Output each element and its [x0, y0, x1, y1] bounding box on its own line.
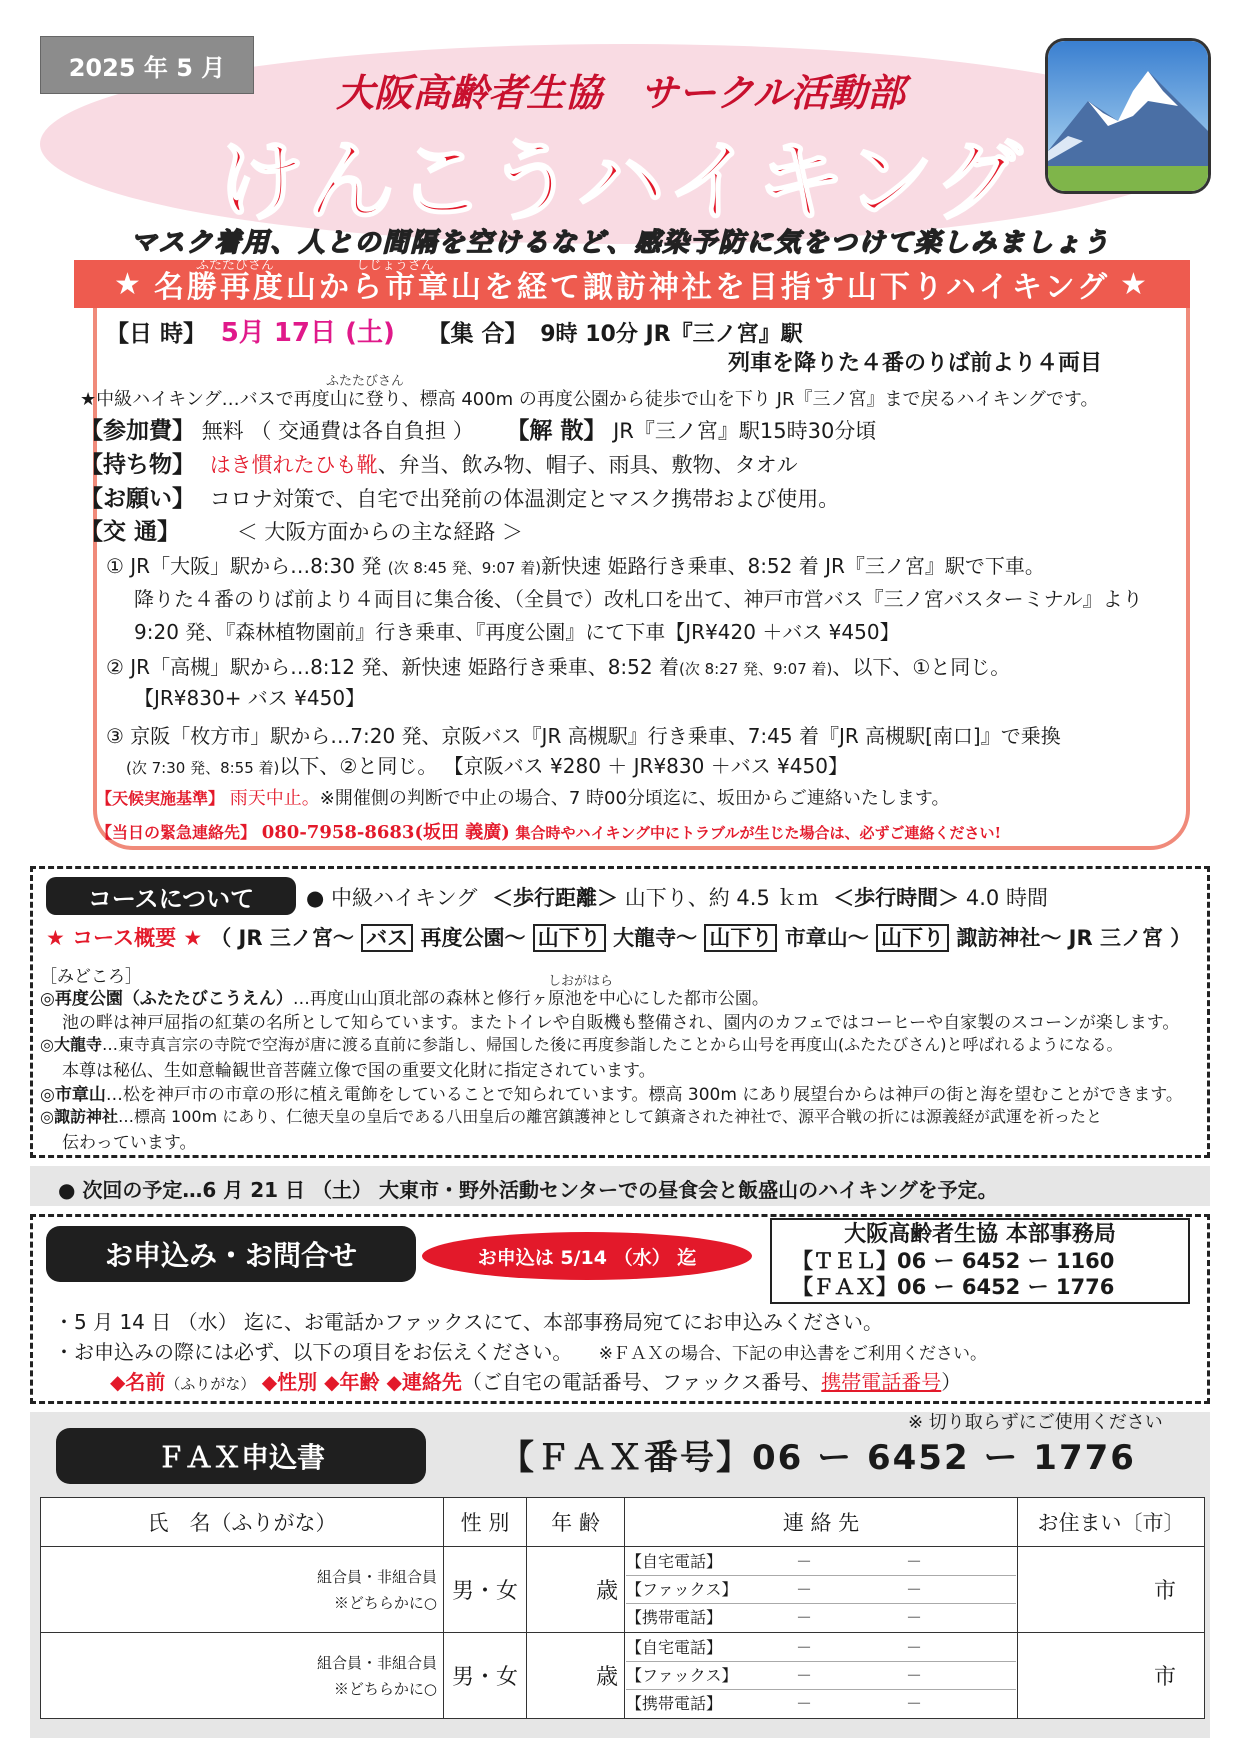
gender-cell[interactable]: 男・女 — [444, 1547, 527, 1633]
next-schedule: ● 次回の予定…6 月 21 日 （土） 大東市・野外活動センターでの昼食会と飯盛山のハイキングを予定。 — [58, 1178, 998, 1202]
apply-line-2: ・お申込みの際には必ず、以下の項目をお伝えください。 ※ＦＡＸの場合、下記の申込書をご利用ください。 — [54, 1340, 988, 1364]
header-gender: 性 別 — [444, 1498, 527, 1547]
spot-3: ◎市章山…松を神戸市の市章の形に植え電飾をしていることで知られています。標高 300m にあり展望台からは神戸の街と海を望むことができます。 — [40, 1085, 1183, 1105]
contact-cell[interactable]: 【自宅電話】 － － 【ファックス】 － － 【携帯電話】 － － — [625, 1633, 1018, 1719]
mask-notice: マスク着用、人との間隔を空けるなど、感染予防に気をつけて楽しみましょう — [130, 228, 1111, 258]
age-cell[interactable]: 歳 — [527, 1633, 625, 1719]
office-tel: 【ＴＥＬ】06 ー 6452 ー 1160 — [792, 1249, 1115, 1273]
apply-line-1: ・5 月 14 日 （水） 迄に、お電話かファックスにて、本部事務局宛てにお申込みください。 — [54, 1310, 883, 1334]
city-cell[interactable]: 市 — [1018, 1547, 1205, 1633]
age-cell[interactable]: 歳 — [527, 1547, 625, 1633]
ruby-intro: ふたたびさん — [326, 374, 405, 389]
route-2: ② JR「高槻」駅から…8:12 発、新快速 姫路行き乗車、8:52 着(次 8:27 発、9:07 着)、以下、①と同じ。 — [106, 655, 1011, 679]
spot-4: ◎諏訪神社…標高 100m にあり、仁徳天皇の皇后である八田皇后の離宮鎮護神として鎮斎された神社で、源平合戦の折には源義経が武運を祈ったと — [40, 1107, 1102, 1126]
table-row — [41, 1633, 1205, 1719]
route-2-line2: 【JR¥830+ バス ¥450】 — [134, 686, 366, 710]
route-1-line3: 9:20 発、『森林植物園前』行き乗車、『再度公園』にて下車【JR¥420 ＋バス ¥450】 — [134, 620, 900, 644]
name-cell[interactable]: 組合員・非組合員 ※どちらかに○ — [41, 1633, 444, 1719]
date-row: 【日 時】 5月 17日 (土) 【集 合】 9時 10分 JR『三ノ宮』駅 — [106, 318, 803, 348]
fax-pill: ＦＡＸ申込書 — [56, 1428, 426, 1484]
deadline-badge: お申込は 5/14 （水） 迄 — [422, 1232, 752, 1280]
meet-sub: 列車を降りた４番のりば前より４両目 — [728, 351, 1103, 376]
mountain-illustration — [1045, 38, 1211, 194]
date-tag: 2025 年 5 月 — [40, 36, 254, 94]
spot-2: ◎大龍寺…東寺真言宗の寺院で空海が唐に渡る直前に参詣し、帰国した後に再度参詣したことから山号を再度山(ふたたびさん)と呼ばれるようになる。 — [40, 1035, 1123, 1054]
weather-row: 【天候実施基準】 雨天中止。※開催側の判断で中止の場合、7 時00分頃迄に、坂田からご連絡いたします。 — [96, 788, 950, 809]
route-1: ① JR「大阪」駅から…8:30 発 (次 8:45 発、9:07 着)新快速 姫路行き乗車、8:52 着 JR『三ノ宮』駅で下車。 — [106, 554, 1045, 578]
fax-cut-note: ※ 切り取らずにご使用ください — [908, 1412, 1163, 1433]
route-3: ③ 京阪「枚方市」駅から…7:20 発、京阪バス『JR 高槻駅』行き乗車、7:45 着『JR 高槻駅[南口]』で乗換 — [106, 724, 1061, 748]
spot-1: ◎再度公園（ふたたびこうえん）…再度山山頂北部の森林と修行ヶ原池を中心にした都市公園。 — [40, 989, 769, 1009]
table-row — [41, 1547, 1205, 1633]
banner-text: 名勝再度山から市章山を経て諏訪神社を目指す山下りハイキング — [153, 270, 1111, 305]
apply-items: ◆名前（ふりがな） ◆性別 ◆年齢 ◆連絡先（ご自宅の電話番号、ファックス番号、携帯電話番号） — [110, 1370, 962, 1394]
contact-cell[interactable]: 【自宅電話】 － － 【ファックス】 － － 【携帯電話】 － － — [625, 1547, 1018, 1633]
request-row: 【お願い】 コロナ対策で、自宅で出発前の体温測定とマスク携帯および使用。 — [80, 486, 840, 512]
city-cell[interactable]: 市 — [1018, 1633, 1205, 1719]
fax-number: 【ＦＡＸ番号】06 ー 6452 ー 1776 — [500, 1438, 1136, 1478]
apply-pill: お申込み・お問合せ — [46, 1226, 416, 1282]
header-contact: 連 絡 先 — [625, 1498, 1018, 1547]
ruby-shiogahara: しおがはら — [548, 974, 614, 989]
name-cell[interactable]: 組合員・非組合員 ※どちらかに○ — [41, 1547, 444, 1633]
route-3-line2: (次 7:30 発、8:55 着)以下、②と同じ。 【京阪バス ¥280 ＋ JR¥830 ＋バス ¥450】 — [126, 754, 848, 778]
ruby-futatabisan: ふたたびさん — [196, 258, 275, 273]
spot-2-line2: 本尊は秘仏、生如意輪観世音菩薩立像で国の重要文化財に指定されています。 — [62, 1061, 656, 1081]
org-title: 大阪高齢者生協 サークル活動部 — [336, 70, 905, 115]
fee-row: 【参加費】 無料 （ 交通費は各自負担 ） 【解 散】 JR『三ノ宮』駅15時30分頃 — [80, 418, 877, 444]
ruby-shijouzan: しじょうざん — [356, 258, 435, 273]
star-icon: ★ — [1120, 266, 1150, 302]
page-title: けんこうハイキング — [216, 130, 1025, 233]
office-title: 大阪高齢者生協 本部事務局 — [844, 1221, 1116, 1247]
items-row: 【持ち物】 はき慣れたひも靴、弁当、飲み物、帽子、雨具、敷物、タオル — [80, 452, 798, 478]
course-outline: ★ コース概要 ★ （ JR 三ノ宮〜 バス 再度公園〜 山下り 大龍寺〜 山下り 市章山〜 山下り 諏訪神社〜 JR 三ノ宮 ） — [46, 926, 1192, 950]
gender-cell[interactable]: 男・女 — [444, 1633, 527, 1719]
star-icon: ★ — [114, 266, 144, 302]
highlights-label: ［みどころ］ — [40, 967, 142, 987]
spot-1-line2: 池の畔は神戸屈指の紅葉の名所として知らています。またトイレや自販機も整備され、園内のカフェではコーヒーや自家製のスコーンが楽します。 — [62, 1013, 1180, 1033]
header-name: 氏 名（ふりがな） — [41, 1498, 444, 1547]
emergency-row: 【当日の緊急連絡先】 080-7958-8683(坂田 義廣) 集合時やハイキング中にトラブルが生じた場合は、必ずご連絡ください! — [96, 822, 1002, 843]
fax-form-table — [40, 1497, 1205, 1719]
fax-table-header — [41, 1498, 1205, 1547]
intro-text: ★中級ハイキング…バスで再度山に登り、標高 400m の再度公園から徒歩で山を下り JR『三ノ宮』まで戻るハイキングです。 — [80, 389, 1099, 410]
office-box — [770, 1218, 1190, 1304]
course-pill: コースについて — [46, 877, 296, 915]
route-1-line2: 降りた４番のりば前より４両目に集合後、（全員で）改札口を出て、神戸市営バス『三ノ宮バスターミナル』より — [134, 587, 1143, 611]
header-age: 年 齢 — [527, 1498, 625, 1547]
transport-row: 【交 通】 ＜ 大阪方面からの主な経路 ＞ — [80, 519, 524, 545]
header-city: お住まい〔市〕 — [1018, 1498, 1205, 1547]
spot-4-line2: 伝わっています。 — [62, 1133, 197, 1153]
office-fax: 【ＦＡＸ】06 ー 6452 ー 1776 — [792, 1275, 1115, 1299]
course-summary: ● 中級ハイキング ＜歩行距離＞ 山下り、約 4.5 ｋｍ ＜歩行時間＞ 4.0 時間 — [306, 886, 1048, 910]
